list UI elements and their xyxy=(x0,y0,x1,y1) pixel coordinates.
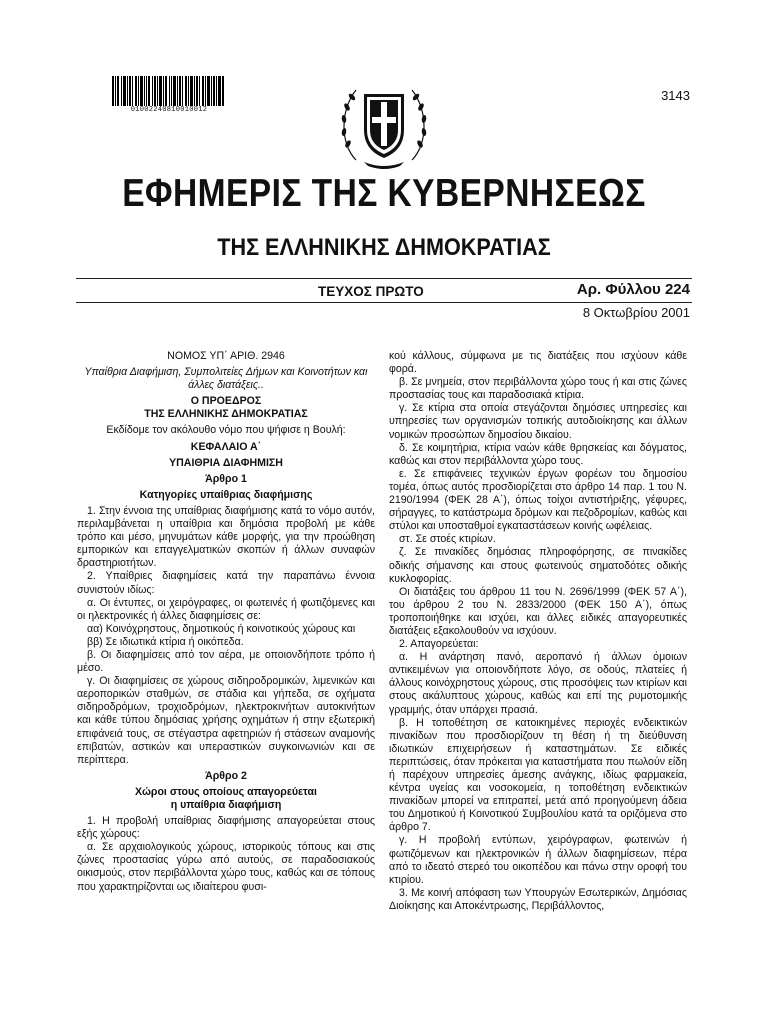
enactment-text: Εκδίδομε τον ακόλουθο νόμο που ψήφισε η Βουλή: xyxy=(106,424,346,437)
right-column xyxy=(389,350,687,913)
paragraph: γ. Οι διαφημίσεις σε χώρους σιδηροδρομικών, λιμενικών και αεροπορικών σταθμών, σε στάδια και γήπεδα, σε οχήματα σιδηροδρόμων, τροχιοδρόμων, ηλεκτροκινήτων αυτοκινήτων και κάθε τύπου δημόσιας χρήσης οχημάτων ή στην εξωτερική επιφάνειά τους, σε στέγαστρα αφετηριών ή στάσεων αναμονής επιβατών, αστικών και υπεραστικών συγκοινωνιών και σε περίπτερα. xyxy=(77,675,375,766)
barcode xyxy=(112,76,224,106)
president-heading-1: Ο ΠΡΟΕΔΡΟΣ xyxy=(190,395,262,408)
article-2-title-2: η υπαίθρια διαφήμιση xyxy=(170,799,282,811)
paragraph: 3. Με κοινή απόφαση των Υπουργών Εσωτερικών, Δημόσιας Διοίκησης και Αποκέντρωσης, Περιβάλλοντος, xyxy=(389,886,687,912)
barcode-number: 01002240810010012 xyxy=(130,106,208,114)
paragraph: α. Οι έντυπες, οι χειρόγραφες, οι φωτεινές ή φωτιζόμενες και οι ηλεκτρονικές ή άλλες διαφημίσεις σε: xyxy=(77,596,375,622)
president-heading-2: ΤΗΣ ΕΛΛΗΝΙΚΗΣ ΔΗΜΟΚΡΑΤΙΑΣ xyxy=(144,408,308,421)
paragraph: 1. Η προβολή υπαίθριας διαφήμισης απαγορεύεται στους εξής χώρους: xyxy=(77,815,375,841)
sheet-number: Αρ. Φύλλου 224 xyxy=(576,281,690,298)
paragraph: στ. Σε στοές κτιρίων. xyxy=(399,533,496,546)
article-1-heading: Άρθρο 1 xyxy=(205,472,247,485)
paragraph: γ. Η προβολή εντύπων, χειρόγραφων, φωτεινών ή φωτιζόμενων και ηλεκτρονικών ή άλλων διαφημίσεων, πέρα από το ιδεατό στερεό του οικοπέδου και πάνω στην οροφή του κτιρίου. xyxy=(389,834,687,886)
paragraph: αα) Κοινόχρηστους, δημοτικούς ή κοινοτικούς χώρους και xyxy=(87,622,356,635)
paragraph: κού κάλλους, σύμφωνα με τις διατάξεις που ισχύουν κάθε φορά. xyxy=(389,350,687,376)
chapter-heading: ΚΕΦΑΛΑΙΟ Α΄ xyxy=(190,440,262,453)
paragraph: α. Σε αρχαιολογικούς χώρους, ιστορικούς τόπους και στις ζώνες προστασίας γύρω από αυτούς, σε παραδοσιακούς οικισμούς, στον περιβάλλοντα χώρο τους, καθώς και σε τόπους που χαρακτηρίζονται ως ιδιαίτερου φυσι- xyxy=(77,841,375,893)
law-number: ΝΟΜΟΣ ΥΠ΄ ΑΡΙΘ. 2946 xyxy=(167,350,285,362)
article-1-title: Κατηγορίες υπαίθριας διαφήμισης xyxy=(139,488,313,501)
issue-label: ΤΕΥΧΟΣ ΠΡΩΤΟ xyxy=(318,284,424,299)
header-rule-bottom xyxy=(76,302,692,303)
issue-date: 8 Οκτωβρίου 2001 xyxy=(582,305,690,320)
paragraph: γ. Σε κτίρια στα οποία στεγάζονται δημόσιες υπηρεσίες και υπηρεσίες των οργανισμών τοπικής αυτοδιοίκησης και άλλων νομικών προσώπων δημοσίου δικαίου. xyxy=(389,402,687,441)
greek-coat-of-arms-icon xyxy=(334,72,434,172)
paragraph: 2. Υπαίθριες διαφημίσεις κατά την παραπάνω έννοια συνιστούν ιδίως: xyxy=(77,570,375,596)
paragraph: 1. Στην έννοια της υπαίθριας διαφήμισης κατά το νόμο αυτόν, περιλαμβάνεται η υπαίθρια και δημόσια προβολή με κάθε τρόπο και μέσο, μηνυμάτων κάθε μορφής, για την προώθηση εμπορικών και επαγγελματικών σκοπών ή άλλων συναφών δραστηριοτήτων. xyxy=(77,504,375,570)
left-column xyxy=(77,350,375,894)
chapter-title: ΥΠΑΙΘΡΙΑ ΔΙΑΦΗΜΙΣΗ xyxy=(169,456,283,469)
paragraph: 2. Απαγορεύεται: xyxy=(399,638,479,651)
paragraph: β. Οι διαφημίσεις από τον αέρα, με οποιονδήποτε τρόπο ή μέσο. xyxy=(77,648,375,675)
header-rule-top xyxy=(76,278,692,279)
paragraph: ζ. Σε πινακίδες δημόσιας πληροφόρησης, σε πινακίδες οδικής σήμανσης και στους φωτεινούς σηματοδότες οδικής κυκλοφορίας. xyxy=(389,546,687,585)
paragraph: δ. Σε κοιμητήρια, κτίρια ναών κάθε θρησκείας και δόγματος, καθώς και στον περιβάλλοντα χώρο τους. xyxy=(389,441,687,467)
paragraph: ββ) Σε ιδιωτικά κτίρια ή οικόπεδα. xyxy=(87,635,244,648)
paragraph: α. Η ανάρτηση πανό, αεροπανό ή άλλων όμοιων αντικειμένων για οποιονδήποτε λόγο, σε οδούς, πλατείες ή άλλους κοινόχρηστους χώρους, στις προσόψεις των κτιρίων και στους ακάλυπτους χώρους, καθώς και επί της ρυμοτομικής γραμμής, όταν υπάρχει πρασιά. xyxy=(389,651,687,716)
paragraph: β. Η τοποθέτηση σε κατοικημένες περιοχές ενδεικτικών πινακίδων που προσδιορίζουν τη θέση ή τη διεύθυνση ιδιωτικών επιχειρήσεων ή καταστημάτων. Σε ειδικές περιπτώσεις, όταν πρόκειται για καταστήματα που πωλούν είδη ή παρέχουν υπηρεσίες άμεσης ανάγκης, ιδίως φαρμακεία, κέντρα υγείας και νοσοκομεία, η τοποθέτηση ενδεικτικών πινακίδων μπορεί να επιτραπεί, μετά από προηγούμενη άδεια του Δημοτικού ή Κοινοτικού Συμβουλίου κατά τα οριζόμενα στο άρθρο 7. xyxy=(389,716,687,834)
paragraph: β. Σε μνημεία, στον περιβάλλοντα χώρο τους ή και στις ζώνες προστασίας τους και παραδοσιακά κτίρια. xyxy=(389,376,687,402)
article-2-title-1: Χώροι στους οποίους απαγορεύεται xyxy=(135,785,317,798)
article-2-heading: Άρθρο 2 xyxy=(205,769,247,782)
page-number: 3143 xyxy=(661,88,690,103)
paragraph: ε. Σε επιφάνειες τεχνικών έργων φορέων του δημοσίου τομέα, όπως αυτός προσδιορίζεται στο άρθρο 14 παρ. 1 του Ν. 2190/1994 (ΦΕΚ 28 Α΄), όπως τοίχοι αντιστήριξης, γέφυρες, σήραγγες, το κατάστρωμα δρόμων και πεζοδρομίων, καθώς και στύλοι και υποσταθμοί εγκαταστάσεων κοινής ωφέλειας. xyxy=(389,467,687,533)
paragraph: Οι διατάξεις του άρθρου 11 του Ν. 2696/1999 (ΦΕΚ 57 Α΄), του άρθρου 2 του Ν. 2833/2000 (ΦΕΚ 150 Α΄), όπως τροποποιήθηκε και ισχύει, και άλλες ειδικές απαγορευτικές διατάξεις εξακολουθούν να ισχύουν. xyxy=(389,585,687,637)
gazette-title: ΕΦΗΜΕΡΙΣ ΤΗΣ ΚΥΒΕΡΝΗΣΕΩΣ xyxy=(122,172,646,215)
law-title: Υπαίθρια Διαφήμιση, Συμπολιτείες Δήμων και Κοινοτήτων και άλλες διατάξεις.. xyxy=(84,366,368,392)
gazette-subtitle: ΤΗΣ ΕΛΛΗΝΙΚΗΣ ΔΗΜΟΚΡΑΤΙΑΣ xyxy=(217,234,551,261)
